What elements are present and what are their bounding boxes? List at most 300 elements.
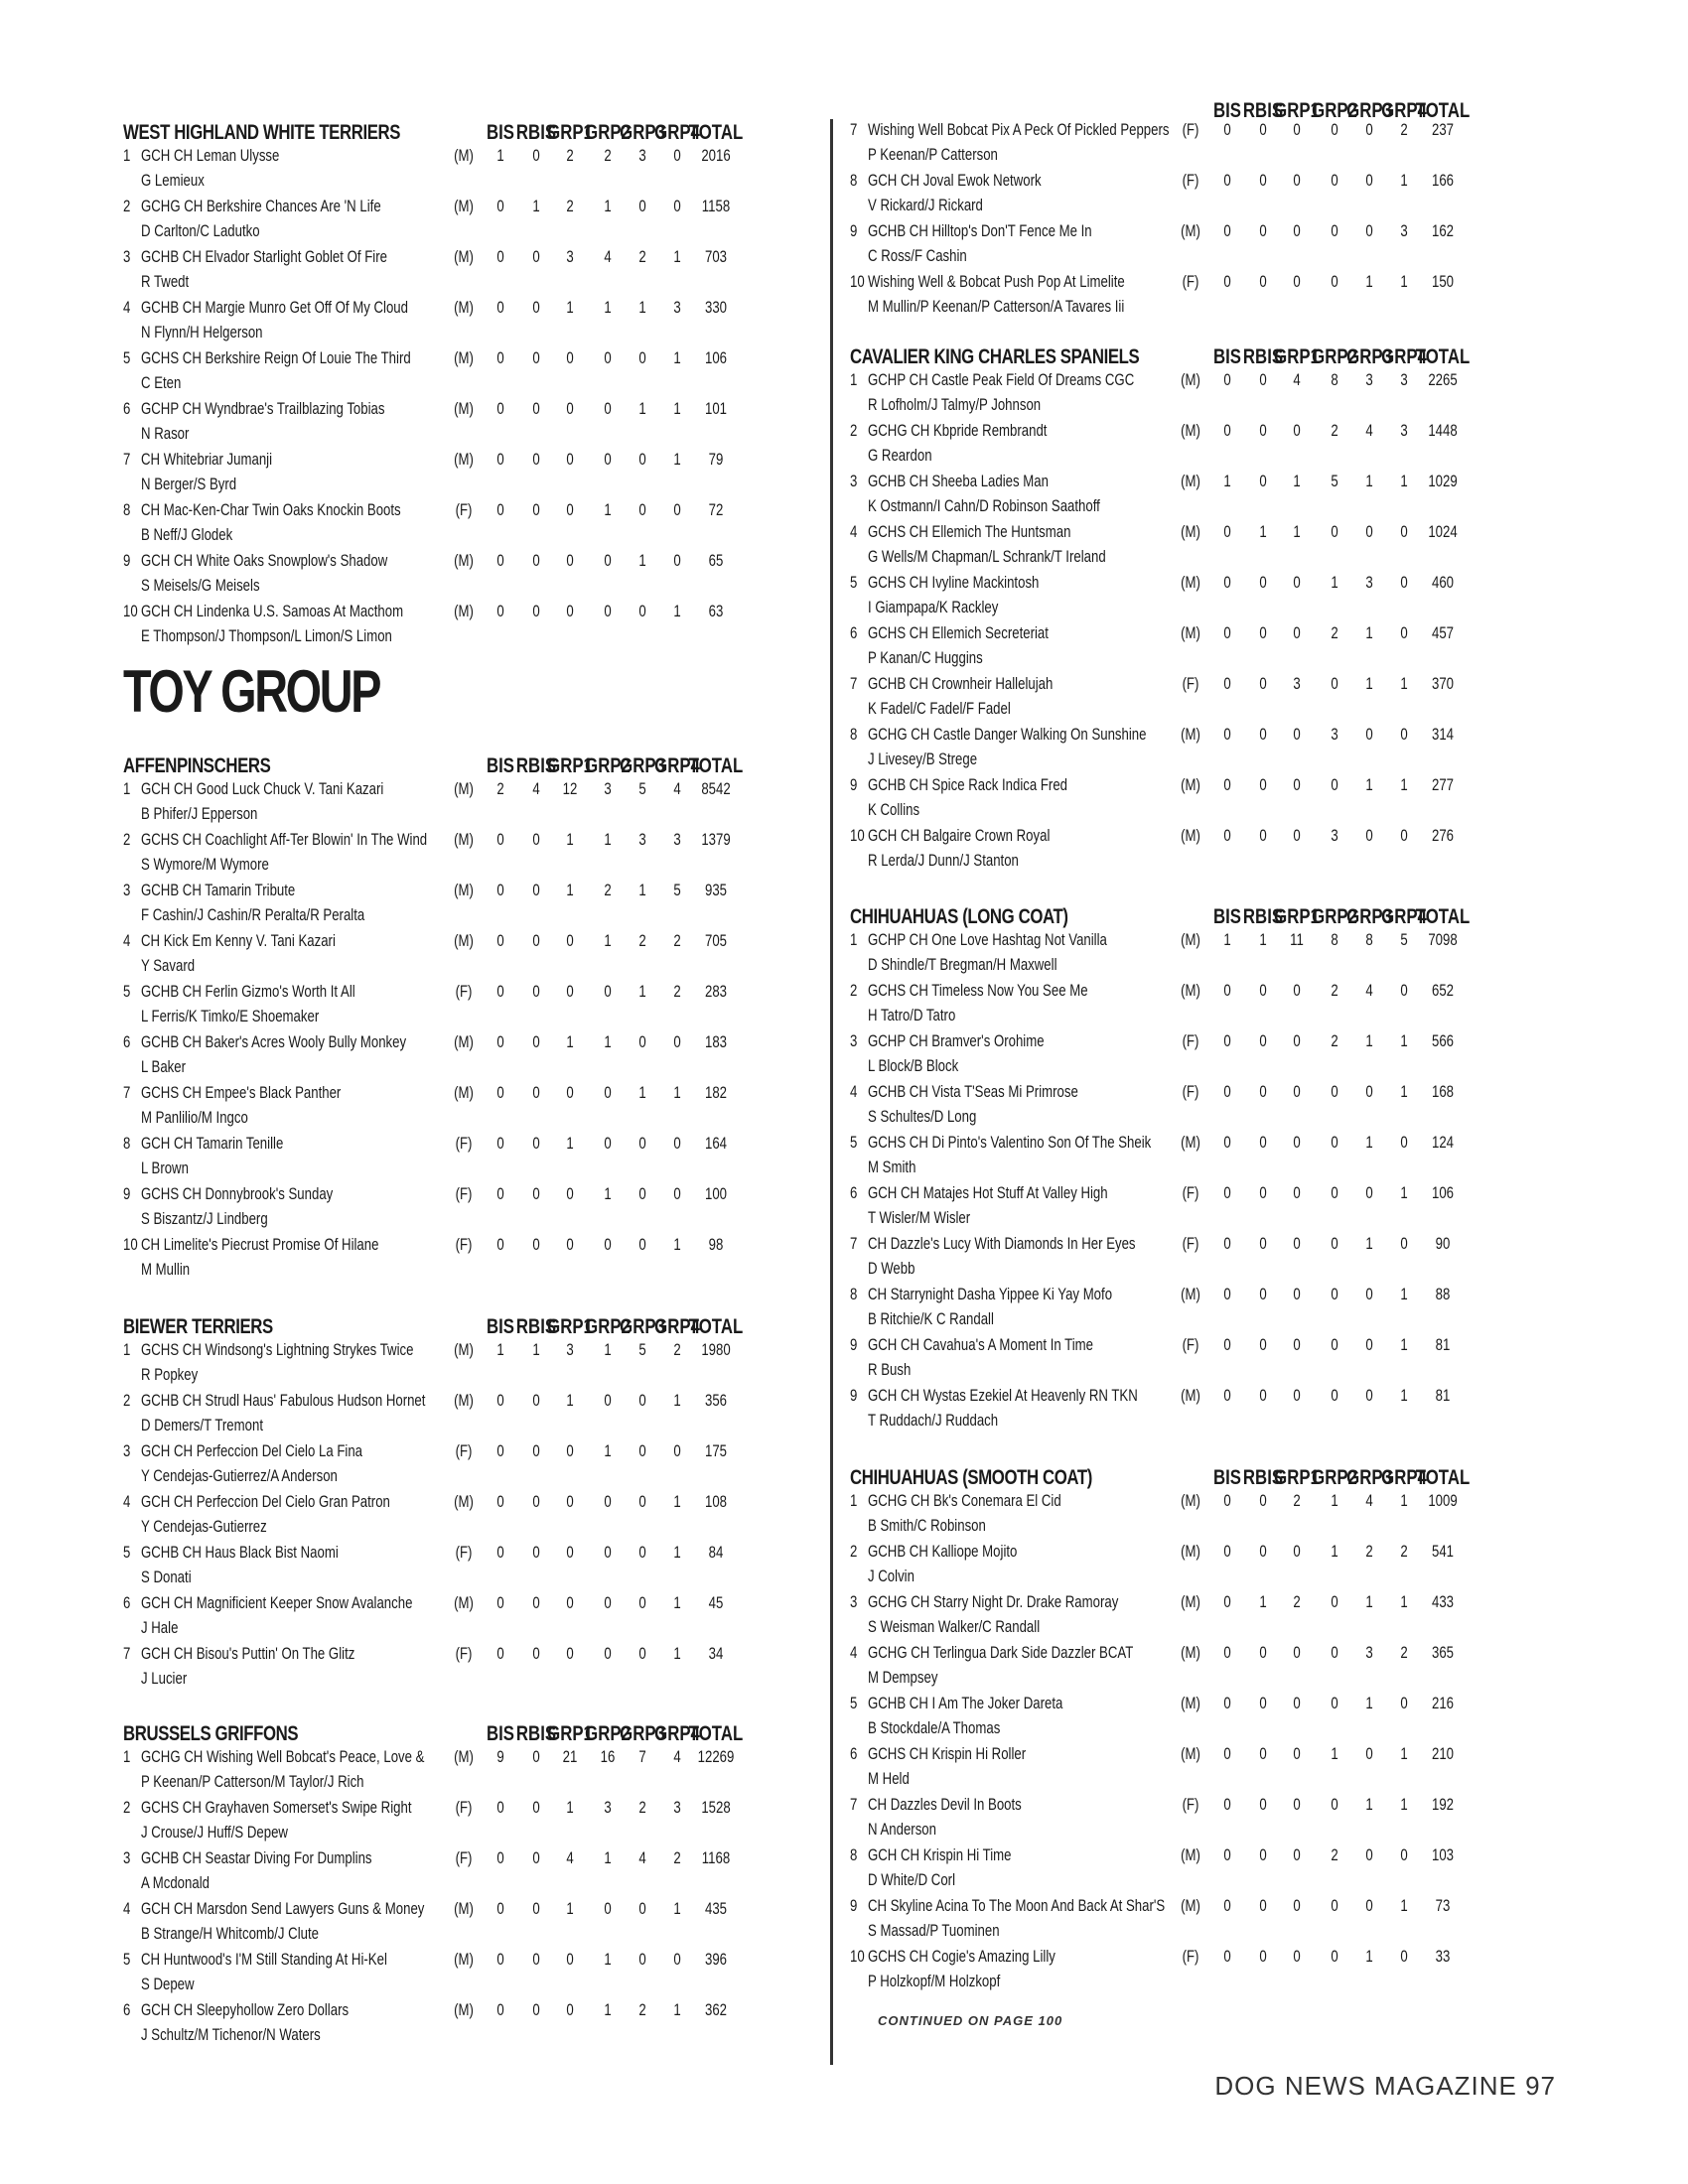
stat-grp4: 0	[673, 1442, 681, 1460]
table-row	[850, 1745, 1545, 1796]
stat-rbis: 0	[532, 1951, 540, 1969]
stat-grp3: 0	[638, 349, 646, 367]
rank-number: 2	[123, 1799, 131, 1817]
stat-bis: 0	[1223, 1796, 1231, 1814]
stat-rbis: 0	[1259, 1387, 1267, 1405]
stat-total: 1980	[701, 1341, 731, 1359]
stat-grp1: 4	[566, 1849, 574, 1867]
column-header-bis: BIS	[1212, 99, 1242, 122]
stat-grp3: 0	[638, 1442, 646, 1460]
stat-grp2: 0	[1331, 1644, 1338, 1662]
dog-name: GCH CH White Oaks Snowplow's Shadow	[141, 552, 388, 570]
stat-grp3: 3	[638, 831, 646, 849]
stat-grp3: 0	[1365, 1336, 1373, 1354]
stat-grp4: 3	[1400, 422, 1408, 440]
stat-bis: 0	[1223, 1897, 1231, 1915]
rank-number: 4	[123, 932, 131, 950]
stat-total: 1158	[701, 198, 731, 215]
stat-grp1: 12	[562, 780, 578, 798]
sex-label: (M)	[454, 451, 474, 469]
dog-name: GCH CH Cavahua's A Moment In Time	[868, 1336, 1094, 1354]
rank-number: 9	[850, 222, 858, 240]
sex-label: (M)	[1181, 1134, 1200, 1152]
stat-rbis: 0	[532, 299, 540, 317]
stat-total: 396	[704, 1951, 728, 1969]
stat-grp2: 2	[604, 882, 612, 899]
stat-total: 2016	[701, 147, 731, 165]
sex-label: (M)	[454, 1392, 474, 1410]
stat-rbis: 0	[1259, 1235, 1267, 1253]
rank-number: 8	[850, 1846, 858, 1864]
sex-label: (F)	[455, 1544, 473, 1562]
stat-grp2: 1	[604, 198, 612, 215]
stat-grp1: 0	[1293, 1032, 1301, 1050]
column-header-bis: BIS	[486, 121, 515, 144]
stat-grp2: 0	[604, 451, 612, 469]
breed-header	[850, 345, 1545, 371]
stat-rbis: 0	[1259, 172, 1267, 190]
stat-rbis: 0	[532, 1135, 540, 1153]
sex-label: (M)	[454, 1748, 474, 1766]
stat-bis: 0	[496, 1799, 504, 1817]
owner-names: T Wisler/M Wisler	[868, 1209, 971, 1227]
dog-name: GCH CH Perfeccion Del Cielo La Fina	[141, 1442, 363, 1460]
rank-number: 6	[123, 1033, 131, 1051]
stat-grp1: 0	[566, 552, 574, 570]
stat-rbis: 0	[532, 1799, 540, 1817]
stat-total: 183	[704, 1033, 728, 1051]
table-row	[123, 147, 818, 198]
table-row	[123, 1544, 818, 1594]
rank-number: 1	[123, 1341, 131, 1359]
stat-total: 175	[704, 1442, 728, 1460]
stat-grp1: 0	[1293, 222, 1301, 240]
column-header-rbis: RBIS	[515, 754, 557, 777]
rank-number: 6	[123, 400, 131, 418]
stat-bis: 0	[496, 983, 504, 1001]
dog-name: GCH CH Perfeccion Del Cielo Gran Patron	[141, 1493, 390, 1511]
rank-number: 10	[123, 1236, 138, 1254]
stat-grp3: 3	[1365, 371, 1373, 389]
dog-name: Wishing Well & Bobcat Push Pop At Limelite	[868, 273, 1125, 291]
column-header-grp3: GRP3	[620, 1722, 665, 1745]
stat-total: 365	[1431, 1644, 1455, 1662]
stat-rbis: 0	[1259, 827, 1267, 845]
stat-bis: 0	[496, 1236, 504, 1254]
rank-number: 5	[123, 1951, 131, 1969]
rank-number: 4	[850, 523, 858, 541]
stat-bis: 0	[1223, 422, 1231, 440]
stat-total: 457	[1431, 624, 1455, 642]
stat-grp2: 0	[604, 1236, 612, 1254]
stat-total: 73	[1435, 1897, 1451, 1915]
stat-grp3: 2	[1365, 1543, 1373, 1561]
owner-names: C Ross/F Cashin	[868, 247, 967, 265]
stat-grp1: 0	[1293, 624, 1301, 642]
sex-label: (M)	[454, 147, 474, 165]
table-row	[123, 932, 818, 983]
column-header-rbis: RBIS	[1242, 345, 1284, 368]
dog-name: GCHG CH Kbpride Rembrandt	[868, 422, 1048, 440]
stat-grp2: 1	[1331, 1492, 1338, 1510]
stat-total: 90	[1435, 1235, 1451, 1253]
stat-grp3: 1	[1365, 1593, 1373, 1611]
stat-rbis: 0	[1259, 1286, 1267, 1303]
dog-name: GCHG CH Castle Danger Walking On Sunshine	[868, 726, 1147, 744]
stat-total: 63	[708, 603, 724, 620]
stat-total: 1168	[701, 1849, 731, 1867]
stat-bis: 0	[1223, 1235, 1231, 1253]
rank-number: 2	[123, 198, 131, 215]
stat-grp1: 0	[566, 1645, 574, 1663]
owner-names: Y Cendejas-Gutierrez/A Anderson	[141, 1467, 338, 1485]
stat-total: 652	[1431, 982, 1455, 1000]
stat-grp3: 1	[1365, 1948, 1373, 1966]
stat-grp2: 0	[604, 552, 612, 570]
stat-grp4: 2	[673, 983, 681, 1001]
owner-names: B Strange/H Whitcomb/J Clute	[141, 1925, 319, 1943]
stat-total: 1448	[1428, 422, 1458, 440]
stat-grp3: 0	[638, 1594, 646, 1612]
sex-label: (M)	[454, 1951, 474, 1969]
stat-total: 2265	[1428, 371, 1458, 389]
breed-section	[850, 345, 1545, 878]
rank-number: 3	[850, 1593, 858, 1611]
sex-label: (M)	[1181, 1897, 1200, 1915]
stat-rbis: 0	[532, 1748, 540, 1766]
stat-grp3: 0	[1365, 1286, 1373, 1303]
stat-grp1: 0	[566, 932, 574, 950]
stat-grp2: 0	[1331, 1948, 1338, 1966]
stat-grp4: 1	[1400, 675, 1408, 693]
column-header-rbis: RBIS	[1242, 99, 1284, 122]
stat-bis: 0	[1223, 371, 1231, 389]
stat-grp4: 0	[1400, 1695, 1408, 1712]
rank-number: 8	[123, 1135, 131, 1153]
owner-names: D Demers/T Tremont	[141, 1417, 263, 1434]
sex-label: (M)	[454, 882, 474, 899]
group-title: TOY GROUP	[123, 658, 380, 725]
owner-names: Y Cendejas-Gutierrez	[141, 1518, 267, 1536]
owner-names: B Neff/J Glodek	[141, 526, 233, 544]
stat-grp2: 0	[604, 983, 612, 1001]
stat-total: 1009	[1428, 1492, 1458, 1510]
dog-name: GCH CH Leman Ulysse	[141, 147, 280, 165]
stat-bis: 0	[1223, 1948, 1231, 1966]
stat-bis: 2	[496, 780, 504, 798]
owner-names: M Mullin/P Keenan/P Catterson/A Tavares Iii	[868, 298, 1125, 316]
stat-grp4: 4	[673, 780, 681, 798]
stat-grp4: 1	[673, 1084, 681, 1102]
stat-grp4: 0	[673, 1185, 681, 1203]
table-row	[123, 1033, 818, 1084]
rank-number: 1	[850, 371, 858, 389]
stat-rbis: 0	[1259, 1336, 1267, 1354]
owner-names: P Holzkopf/M Holzkopf	[868, 1973, 1001, 1990]
table-row	[850, 422, 1545, 473]
table-row	[850, 172, 1545, 222]
stat-rbis: 0	[532, 882, 540, 899]
column-header-grp1: GRP1	[547, 1722, 593, 1745]
stat-grp1: 0	[1293, 827, 1301, 845]
column-header-grp2: GRP2	[1312, 905, 1357, 928]
column-divider	[830, 119, 833, 2065]
stat-rbis: 0	[1259, 1644, 1267, 1662]
stat-grp3: 0	[638, 501, 646, 519]
stat-grp4: 1	[1400, 1593, 1408, 1611]
rank-number: 2	[850, 422, 858, 440]
stat-total: 8542	[701, 780, 731, 798]
sex-label: (M)	[454, 1594, 474, 1612]
stat-grp3: 4	[1365, 422, 1373, 440]
stat-rbis: 0	[1259, 1184, 1267, 1202]
owner-names: F Cashin/J Cashin/R Peralta/R Peralta	[141, 906, 365, 924]
sex-label: (M)	[454, 780, 474, 798]
stat-grp1: 0	[1293, 1948, 1301, 1966]
column-header-bis: BIS	[486, 1722, 515, 1745]
stat-bis: 1	[496, 1341, 504, 1359]
table-row	[850, 1032, 1545, 1083]
stat-grp4: 0	[1400, 726, 1408, 744]
table-row	[850, 371, 1545, 422]
stat-grp1: 0	[566, 349, 574, 367]
stat-rbis: 0	[1259, 675, 1267, 693]
stat-grp3: 1	[1365, 473, 1373, 490]
stat-grp3: 0	[1365, 1745, 1373, 1763]
stat-rbis: 0	[532, 1849, 540, 1867]
sex-label: (M)	[1181, 1543, 1200, 1561]
stat-rbis: 0	[532, 932, 540, 950]
stat-grp4: 0	[1400, 574, 1408, 592]
stat-grp2: 0	[1331, 1695, 1338, 1712]
stat-rbis: 0	[1259, 574, 1267, 592]
breed-section	[850, 905, 1545, 1437]
stat-rbis: 0	[532, 2001, 540, 2019]
owner-names: R Lerda/J Dunn/J Stanton	[868, 852, 1019, 870]
stat-grp3: 0	[1365, 827, 1373, 845]
owner-names: B Phifer/J Epperson	[141, 805, 258, 823]
column-header-total: TOTAL	[1415, 345, 1471, 368]
dog-name: CH Limelite's Piecrust Promise Of Hilane	[141, 1236, 379, 1254]
stat-grp4: 1	[673, 349, 681, 367]
table-row	[123, 501, 818, 552]
stat-rbis: 0	[532, 248, 540, 266]
stat-total: 108	[704, 1493, 728, 1511]
stat-grp3: 0	[1365, 172, 1373, 190]
dog-name: GCHB CH Tamarin Tribute	[141, 882, 296, 899]
breed-section	[123, 1315, 818, 1696]
stat-grp3: 1	[638, 1084, 646, 1102]
stat-bis: 0	[1223, 121, 1231, 139]
sex-label: (M)	[1181, 1644, 1200, 1662]
stat-bis: 0	[1223, 624, 1231, 642]
owner-names: K Fadel/C Fadel/F Fadel	[868, 700, 1011, 718]
rank-number: 3	[850, 473, 858, 490]
stat-grp1: 0	[1293, 1745, 1301, 1763]
stat-grp4: 1	[1400, 473, 1408, 490]
stat-rbis: 0	[532, 983, 540, 1001]
stat-grp2: 0	[604, 1493, 612, 1511]
column-header-rbis: RBIS	[515, 1315, 557, 1338]
table-row	[850, 1695, 1545, 1745]
stat-total: 101	[704, 400, 728, 418]
stat-total: 314	[1431, 726, 1455, 744]
stat-grp2: 1	[1331, 574, 1338, 592]
rank-number: 2	[850, 1543, 858, 1561]
rank-number: 8	[123, 501, 131, 519]
stat-rbis: 0	[1259, 776, 1267, 794]
sex-label: (M)	[454, 2001, 474, 2019]
stat-grp4: 1	[1400, 1336, 1408, 1354]
stat-grp4: 2	[673, 1849, 681, 1867]
stat-grp1: 1	[566, 1900, 574, 1918]
stat-rbis: 1	[1259, 1593, 1267, 1611]
stat-grp4: 1	[673, 400, 681, 418]
column-header-grp4: GRP4	[654, 1722, 700, 1745]
sex-label: (F)	[1182, 1083, 1199, 1101]
sex-label: (M)	[1181, 222, 1200, 240]
stat-grp1: 2	[566, 198, 574, 215]
sex-label: (M)	[454, 1084, 474, 1102]
table-row	[123, 248, 818, 299]
stat-grp1: 1	[1293, 473, 1301, 490]
stat-grp3: 1	[638, 983, 646, 1001]
column-header-grp2: GRP2	[1312, 99, 1357, 122]
table-row	[123, 400, 818, 451]
dog-name: GCHB CH Seastar Diving For Dumplins	[141, 1849, 372, 1867]
stat-rbis: 1	[1259, 523, 1267, 541]
stat-grp1: 2	[566, 147, 574, 165]
owner-names: V Rickard/J Rickard	[868, 197, 983, 214]
owner-names: M Dempsey	[868, 1669, 938, 1687]
stat-grp1: 0	[1293, 1235, 1301, 1253]
table-row	[850, 1286, 1545, 1336]
column-header-grp2: GRP2	[585, 121, 631, 144]
column-header-bis: BIS	[486, 754, 515, 777]
sex-label: (M)	[1181, 982, 1200, 1000]
sex-label: (F)	[455, 501, 473, 519]
stat-bis: 0	[1223, 1134, 1231, 1152]
column-header-total: TOTAL	[688, 1315, 744, 1338]
stat-grp3: 5	[638, 780, 646, 798]
stat-grp3: 1	[1365, 776, 1373, 794]
sex-label: (M)	[454, 831, 474, 849]
stat-bis: 0	[496, 1033, 504, 1051]
stat-grp2: 0	[604, 349, 612, 367]
table-row	[123, 198, 818, 248]
breed-section	[123, 1722, 818, 2052]
dog-name: GCHB CH Ferlin Gizmo's Worth It All	[141, 983, 355, 1001]
continued-table-header	[850, 99, 1545, 125]
sex-label: (M)	[1181, 1745, 1200, 1763]
stat-grp3: 0	[1365, 1387, 1373, 1405]
stat-bis: 0	[1223, 1593, 1231, 1611]
owner-names: S Schultes/D Long	[868, 1108, 977, 1126]
stat-rbis: 0	[532, 831, 540, 849]
stat-bis: 0	[496, 1645, 504, 1663]
stat-grp2: 0	[1331, 1593, 1338, 1611]
stat-grp2: 4	[604, 248, 612, 266]
stat-rbis: 0	[1259, 1695, 1267, 1712]
column-header-total: TOTAL	[688, 754, 744, 777]
table-row	[850, 1543, 1545, 1593]
sex-label: (M)	[454, 603, 474, 620]
stat-grp2: 3	[604, 780, 612, 798]
dog-name: GCHP CH Castle Peak Field Of Dreams CGC	[868, 371, 1135, 389]
stat-rbis: 0	[1259, 1492, 1267, 1510]
sex-label: (M)	[1181, 523, 1200, 541]
stat-grp3: 3	[1365, 1644, 1373, 1662]
stat-bis: 0	[496, 552, 504, 570]
owner-names: J Schultz/M Tichenor/N Waters	[141, 2026, 321, 2044]
column-header-grp3: GRP3	[620, 121, 665, 144]
stat-grp4: 1	[1400, 1286, 1408, 1303]
stat-grp4: 1	[1400, 1387, 1408, 1405]
stat-grp2: 0	[604, 1900, 612, 1918]
dog-name: GCH CH Magnificient Keeper Snow Avalanche	[141, 1594, 413, 1612]
stat-bis: 1	[1223, 473, 1231, 490]
table-row	[850, 982, 1545, 1032]
stat-grp1: 21	[562, 1748, 578, 1766]
stat-grp2: 1	[604, 1033, 612, 1051]
owner-names: G Wells/M Chapman/L Schrank/T Ireland	[868, 548, 1106, 566]
table-row	[850, 1492, 1545, 1543]
breed-title: WEST HIGHLAND WHITE TERRIERS	[123, 121, 401, 144]
stat-bis: 0	[1223, 1644, 1231, 1662]
stat-rbis: 0	[1259, 1948, 1267, 1966]
rank-number: 9	[850, 776, 858, 794]
table-row	[850, 273, 1545, 324]
column-header-grp4: GRP4	[654, 121, 700, 144]
stat-bis: 0	[1223, 1387, 1231, 1405]
dog-name: Wishing Well Bobcat Pix A Peck Of Pickled Peppers	[868, 121, 1170, 139]
sex-label: (F)	[455, 1799, 473, 1817]
dog-name: GCHS CH Ivyline Mackintosh	[868, 574, 1040, 592]
sex-label: (F)	[455, 1236, 473, 1254]
owner-names: S Depew	[141, 1976, 195, 1993]
dog-name: GCHS CH Ellemich The Huntsman	[868, 523, 1071, 541]
owner-names: N Anderson	[868, 1821, 936, 1839]
stat-total: 81	[1435, 1336, 1451, 1354]
stat-total: 7098	[1428, 931, 1458, 949]
sex-label: (M)	[1181, 1593, 1200, 1611]
owner-names: G Reardon	[868, 447, 932, 465]
stat-grp3: 0	[638, 451, 646, 469]
stat-grp1: 2	[1293, 1593, 1301, 1611]
stat-grp1: 1	[566, 831, 574, 849]
sex-label: (M)	[1181, 1286, 1200, 1303]
owner-names: S Wymore/M Wymore	[141, 856, 269, 874]
stat-grp2: 0	[1331, 1387, 1338, 1405]
owner-names: L Ferris/K Timko/E Shoemaker	[141, 1008, 320, 1025]
table-row	[850, 1083, 1545, 1134]
stat-grp1: 0	[566, 1544, 574, 1562]
stat-grp2: 1	[604, 831, 612, 849]
table-row	[123, 1748, 818, 1799]
table-row	[123, 882, 818, 932]
table-row	[850, 931, 1545, 982]
stat-grp4: 3	[673, 1799, 681, 1817]
stat-grp4: 1	[1400, 172, 1408, 190]
rank-number: 8	[850, 1286, 858, 1303]
rank-number: 7	[850, 121, 858, 139]
rank-number: 4	[850, 1083, 858, 1101]
stat-total: 541	[1431, 1543, 1455, 1561]
stat-rbis: 1	[532, 198, 540, 215]
stat-grp3: 2	[638, 1799, 646, 1817]
rank-number: 10	[850, 273, 865, 291]
stat-bis: 0	[496, 1493, 504, 1511]
